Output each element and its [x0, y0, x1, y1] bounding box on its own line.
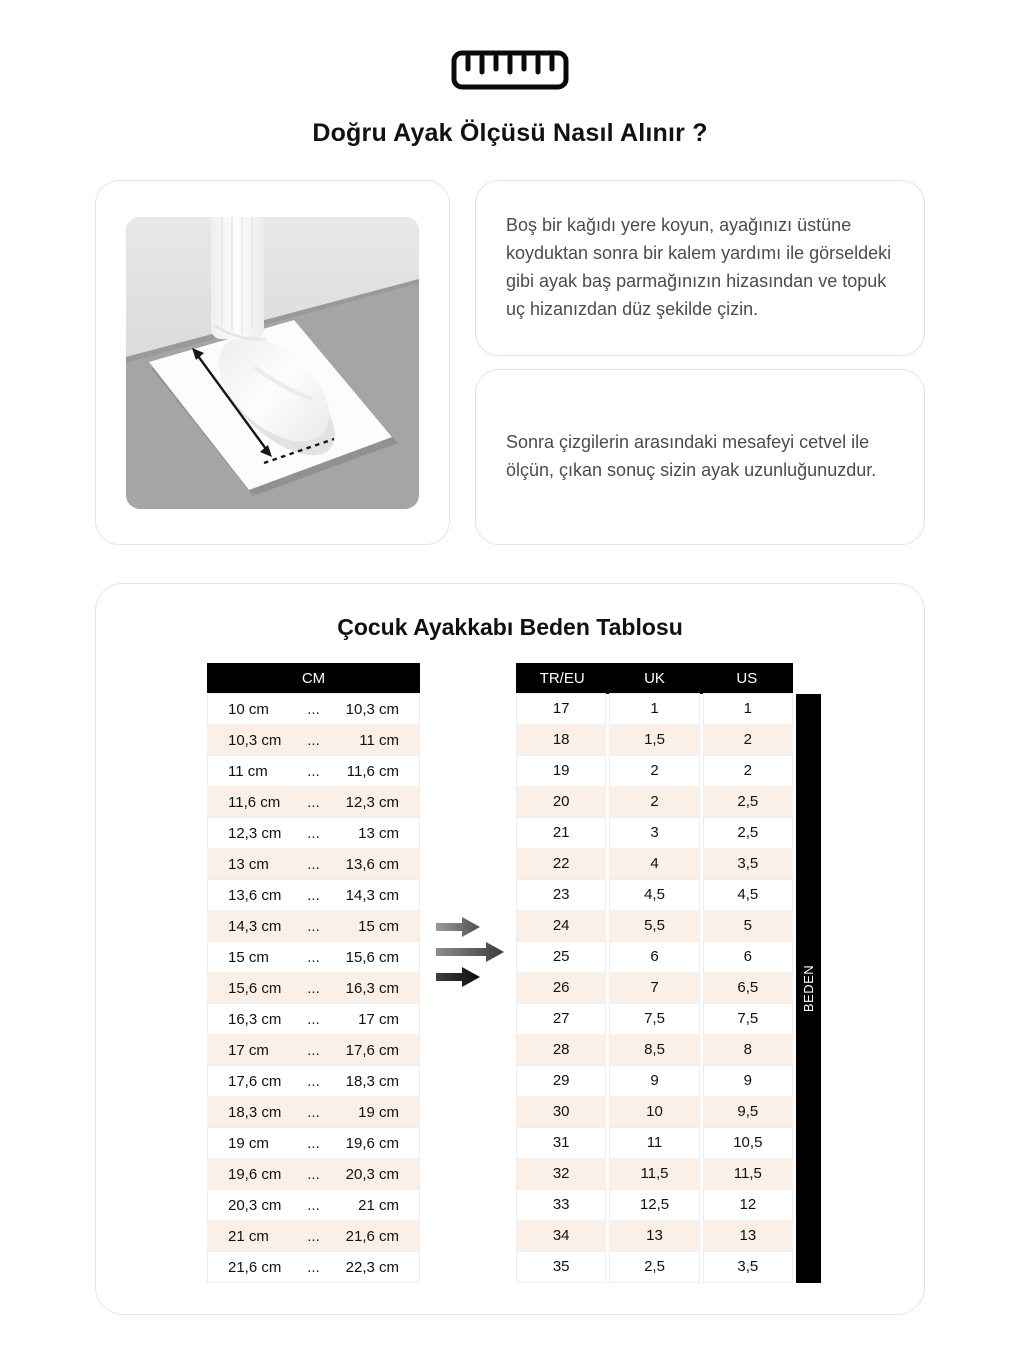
size-cell-uk: 6: [609, 941, 699, 973]
size-cell-uk: 11: [609, 1127, 699, 1159]
size-cell-us: 11,5: [703, 1158, 793, 1190]
size-cell-tr-eu: 22: [516, 848, 606, 880]
cm-range-from: 12,3 cm: [228, 824, 282, 842]
size-cell-us: 2,5: [703, 817, 793, 849]
size-cell-uk: 8,5: [609, 1034, 699, 1066]
cm-range-from: 14,3 cm: [228, 917, 282, 935]
cm-range-separator: ...: [307, 1165, 320, 1183]
size-cell-uk: 5,5: [609, 910, 699, 942]
size-cell-uk: 1,5: [609, 724, 699, 756]
size-cell-tr-eu: 24: [516, 910, 606, 942]
cm-range-to: 18,3 cm: [345, 1072, 399, 1090]
measurement-guide: [95, 180, 925, 545]
cm-table-row: [207, 972, 420, 1004]
size-table-row: [516, 848, 793, 880]
foot-measurement-photo: [126, 217, 419, 509]
size-cell-tr-eu: 25: [516, 941, 606, 973]
size-table-row: [516, 941, 793, 973]
size-table-row: [516, 910, 793, 942]
cm-range-to: 21,6 cm: [345, 1227, 399, 1245]
beden-side-bar: [796, 694, 821, 1283]
size-chart-tables: [96, 663, 924, 1303]
cm-range-from: 10 cm: [228, 700, 269, 718]
cm-table-row: [207, 941, 420, 973]
col-header-tr-eu: TR/EU: [539, 670, 585, 687]
size-cell-tr-eu: 28: [516, 1034, 606, 1066]
size-table-row: [516, 879, 793, 911]
cm-range-from: 11 cm: [228, 762, 268, 780]
size-table-row: [516, 1220, 793, 1252]
cm-range-from: 13,6 cm: [228, 886, 282, 904]
cm-range-to: 19 cm: [358, 1103, 399, 1121]
cm-range-separator: ...: [307, 917, 320, 935]
cm-table-row: [207, 724, 420, 756]
cm-range-separator: ...: [307, 855, 320, 873]
size-cell-us: 4,5: [703, 879, 793, 911]
size-cell-us: 3,5: [703, 848, 793, 880]
cm-range-separator: ...: [307, 1258, 320, 1276]
cm-table-row: [207, 1034, 420, 1066]
cm-range-to: 16,3 cm: [345, 979, 399, 997]
cm-range-separator: ...: [307, 700, 320, 718]
cm-range-from: 19,6 cm: [228, 1165, 282, 1183]
size-cell-us: 2,5: [703, 786, 793, 818]
cm-range-separator: ...: [307, 1041, 320, 1059]
size-cell-uk: 4: [609, 848, 699, 880]
size-table-row: [516, 786, 793, 818]
size-cell-us: 3,5: [703, 1251, 793, 1283]
size-table-row: [516, 1003, 793, 1035]
size-table-row: [516, 724, 793, 756]
cm-range-to: 13,6 cm: [345, 855, 399, 873]
cm-range-to: 13 cm: [358, 824, 399, 842]
size-table-header: [516, 663, 793, 694]
size-cell-tr-eu: 32: [516, 1158, 606, 1190]
cm-table: [207, 663, 420, 1283]
cm-range-from: 15,6 cm: [228, 979, 282, 997]
foot-photo-card: [95, 180, 450, 545]
cm-range-to: 17,6 cm: [345, 1041, 399, 1059]
cm-range-to: 22,3 cm: [345, 1258, 399, 1276]
size-cell-tr-eu: 33: [516, 1189, 606, 1221]
cm-range-from: 10,3 cm: [228, 731, 282, 749]
cm-range-from: 20,3 cm: [228, 1196, 282, 1214]
page-header: [0, 0, 1020, 148]
size-cell-us: 10,5: [703, 1127, 793, 1159]
size-chart-card: [95, 583, 925, 1315]
cm-table-row: [207, 1158, 420, 1190]
size-table-row: [516, 972, 793, 1004]
cm-range-to: 20,3 cm: [345, 1165, 399, 1183]
cm-table-row: [207, 1251, 420, 1283]
size-table-row: [516, 1127, 793, 1159]
cm-table-row: [207, 817, 420, 849]
instruction-text-draw: Boş bir kağıdı yere koyun, ayağınızı üstüne koyduktan sonra bir kalem yardımı ile görseldeki gibi ayak baş parmağınızın hizasından ve topuk uç hizanızdan düz şekilde çizin.: [506, 215, 892, 319]
cm-range-from: 21,6 cm: [228, 1258, 282, 1276]
size-table-row: [516, 1251, 793, 1283]
cm-range-separator: ...: [307, 979, 320, 997]
size-cell-uk: 13: [609, 1220, 699, 1252]
size-table-body: [516, 693, 793, 1283]
size-cell-us: 13: [703, 1220, 793, 1252]
cm-range-to: 21 cm: [358, 1196, 399, 1214]
col-header-us: US: [736, 670, 758, 687]
size-cell-us: 12: [703, 1189, 793, 1221]
col-header-uk: UK: [644, 670, 665, 687]
size-table-row: [516, 1158, 793, 1190]
cm-range-to: 11,6 cm: [346, 762, 399, 780]
cm-range-from: 13 cm: [228, 855, 269, 873]
cm-range-to: 15,6 cm: [345, 948, 399, 966]
cm-range-to: 14,3 cm: [345, 886, 399, 904]
cm-table-row: [207, 879, 420, 911]
cm-range-separator: ...: [307, 886, 320, 904]
cm-range-from: 16,3 cm: [228, 1010, 282, 1028]
size-cell-us: 6,5: [703, 972, 793, 1004]
size-table-row: [516, 1189, 793, 1221]
size-cell-us: 6: [703, 941, 793, 973]
cm-range-from: 17,6 cm: [228, 1072, 282, 1090]
cm-table-row: [207, 755, 420, 787]
size-cell-uk: 2: [609, 755, 699, 787]
size-chart-title: Çocuk Ayakkabı Beden Tablosu: [337, 614, 683, 640]
size-cell-uk: 4,5: [609, 879, 699, 911]
cm-range-separator: ...: [307, 1227, 320, 1245]
cm-table-row: [207, 848, 420, 880]
size-cell-us: 7,5: [703, 1003, 793, 1035]
size-cell-tr-eu: 17: [516, 693, 606, 725]
cm-range-separator: ...: [307, 762, 320, 780]
size-cell-tr-eu: 26: [516, 972, 606, 1004]
size-table-row: [516, 1065, 793, 1097]
cm-range-to: 10,3 cm: [345, 700, 399, 718]
cm-table-row: [207, 1127, 420, 1159]
size-cell-uk: 3: [609, 817, 699, 849]
size-cell-uk: 12,5: [609, 1189, 699, 1221]
cm-range-separator: ...: [307, 1103, 320, 1121]
size-table-row: [516, 1034, 793, 1066]
page-title: Doğru Ayak Ölçüsü Nasıl Alınır ?: [312, 119, 708, 147]
size-cell-us: 2: [703, 724, 793, 756]
size-cell-uk: 2,5: [609, 1251, 699, 1283]
cm-table-row: [207, 1189, 420, 1221]
size-cell-tr-eu: 20: [516, 786, 606, 818]
size-cell-uk: 7,5: [609, 1003, 699, 1035]
size-cell-tr-eu: 19: [516, 755, 606, 787]
cm-range-separator: ...: [307, 1196, 320, 1214]
transfer-arrows-icon: [434, 915, 508, 989]
cm-table-row: [207, 1096, 420, 1128]
size-table-row: [516, 817, 793, 849]
size-cell-tr-eu: 34: [516, 1220, 606, 1252]
size-cell-us: 2: [703, 755, 793, 787]
size-cell-tr-eu: 31: [516, 1127, 606, 1159]
beden-label: BEDEN: [801, 964, 817, 1013]
size-cell-tr-eu: 35: [516, 1251, 606, 1283]
cm-range-from: 11,6 cm: [228, 793, 281, 811]
cm-range-to: 19,6 cm: [345, 1134, 399, 1152]
cm-table-row: [207, 1220, 420, 1252]
cm-table-row: [207, 1003, 420, 1035]
size-table-row: [516, 693, 793, 725]
cm-table-row: [207, 910, 420, 942]
size-cell-tr-eu: 21: [516, 817, 606, 849]
cm-range-to: 15 cm: [358, 917, 399, 935]
instruction-text-measure: Sonra çizgilerin arasındaki mesafeyi cetvel ile ölçün, çıkan sonuç sizin ayak uzunluğunuzdur.: [506, 432, 877, 480]
size-cell-us: 9: [703, 1065, 793, 1097]
cm-range-from: 19 cm: [228, 1134, 269, 1152]
cm-range-from: 18,3 cm: [228, 1103, 282, 1121]
ruler-icon: [451, 50, 569, 95]
size-cell-us: 1: [703, 693, 793, 725]
cm-range-separator: ...: [307, 948, 320, 966]
cm-range-to: 17 cm: [358, 1010, 399, 1028]
size-cell-uk: 2: [609, 786, 699, 818]
size-cell-uk: 9: [609, 1065, 699, 1097]
cm-range-from: 17 cm: [228, 1041, 269, 1059]
size-cell-us: 9,5: [703, 1096, 793, 1128]
size-cell-uk: 11,5: [609, 1158, 699, 1190]
cm-range-separator: ...: [307, 1134, 320, 1152]
size-cell-us: 8: [703, 1034, 793, 1066]
cm-range-to: 12,3 cm: [345, 793, 399, 811]
cm-range-separator: ...: [307, 793, 320, 811]
cm-table-body: [207, 693, 420, 1283]
cm-range-separator: ...: [307, 731, 320, 749]
size-cell-tr-eu: 27: [516, 1003, 606, 1035]
size-table-row: [516, 755, 793, 787]
instruction-cards: [475, 180, 925, 545]
size-cell-uk: 1: [609, 693, 699, 725]
instruction-card-draw: [475, 180, 925, 356]
cm-table-header: CM: [207, 663, 420, 694]
cm-table-row: [207, 1065, 420, 1097]
cm-range-to: 11 cm: [359, 731, 399, 749]
size-cell-tr-eu: 23: [516, 879, 606, 911]
cm-range-separator: ...: [307, 1072, 320, 1090]
size-cell-uk: 7: [609, 972, 699, 1004]
cm-table-row: [207, 786, 420, 818]
cm-table-row: [207, 693, 420, 725]
cm-range-from: 21 cm: [228, 1227, 269, 1245]
size-table-row: [516, 1096, 793, 1128]
instruction-card-measure: [475, 369, 925, 545]
cm-range-separator: ...: [307, 824, 320, 842]
cm-range-separator: ...: [307, 1010, 320, 1028]
cm-range-from: 15 cm: [228, 948, 269, 966]
size-cell-us: 5: [703, 910, 793, 942]
size-cell-tr-eu: 18: [516, 724, 606, 756]
size-conversion-table: [516, 663, 793, 1283]
size-cell-tr-eu: 29: [516, 1065, 606, 1097]
size-cell-tr-eu: 30: [516, 1096, 606, 1128]
size-cell-uk: 10: [609, 1096, 699, 1128]
